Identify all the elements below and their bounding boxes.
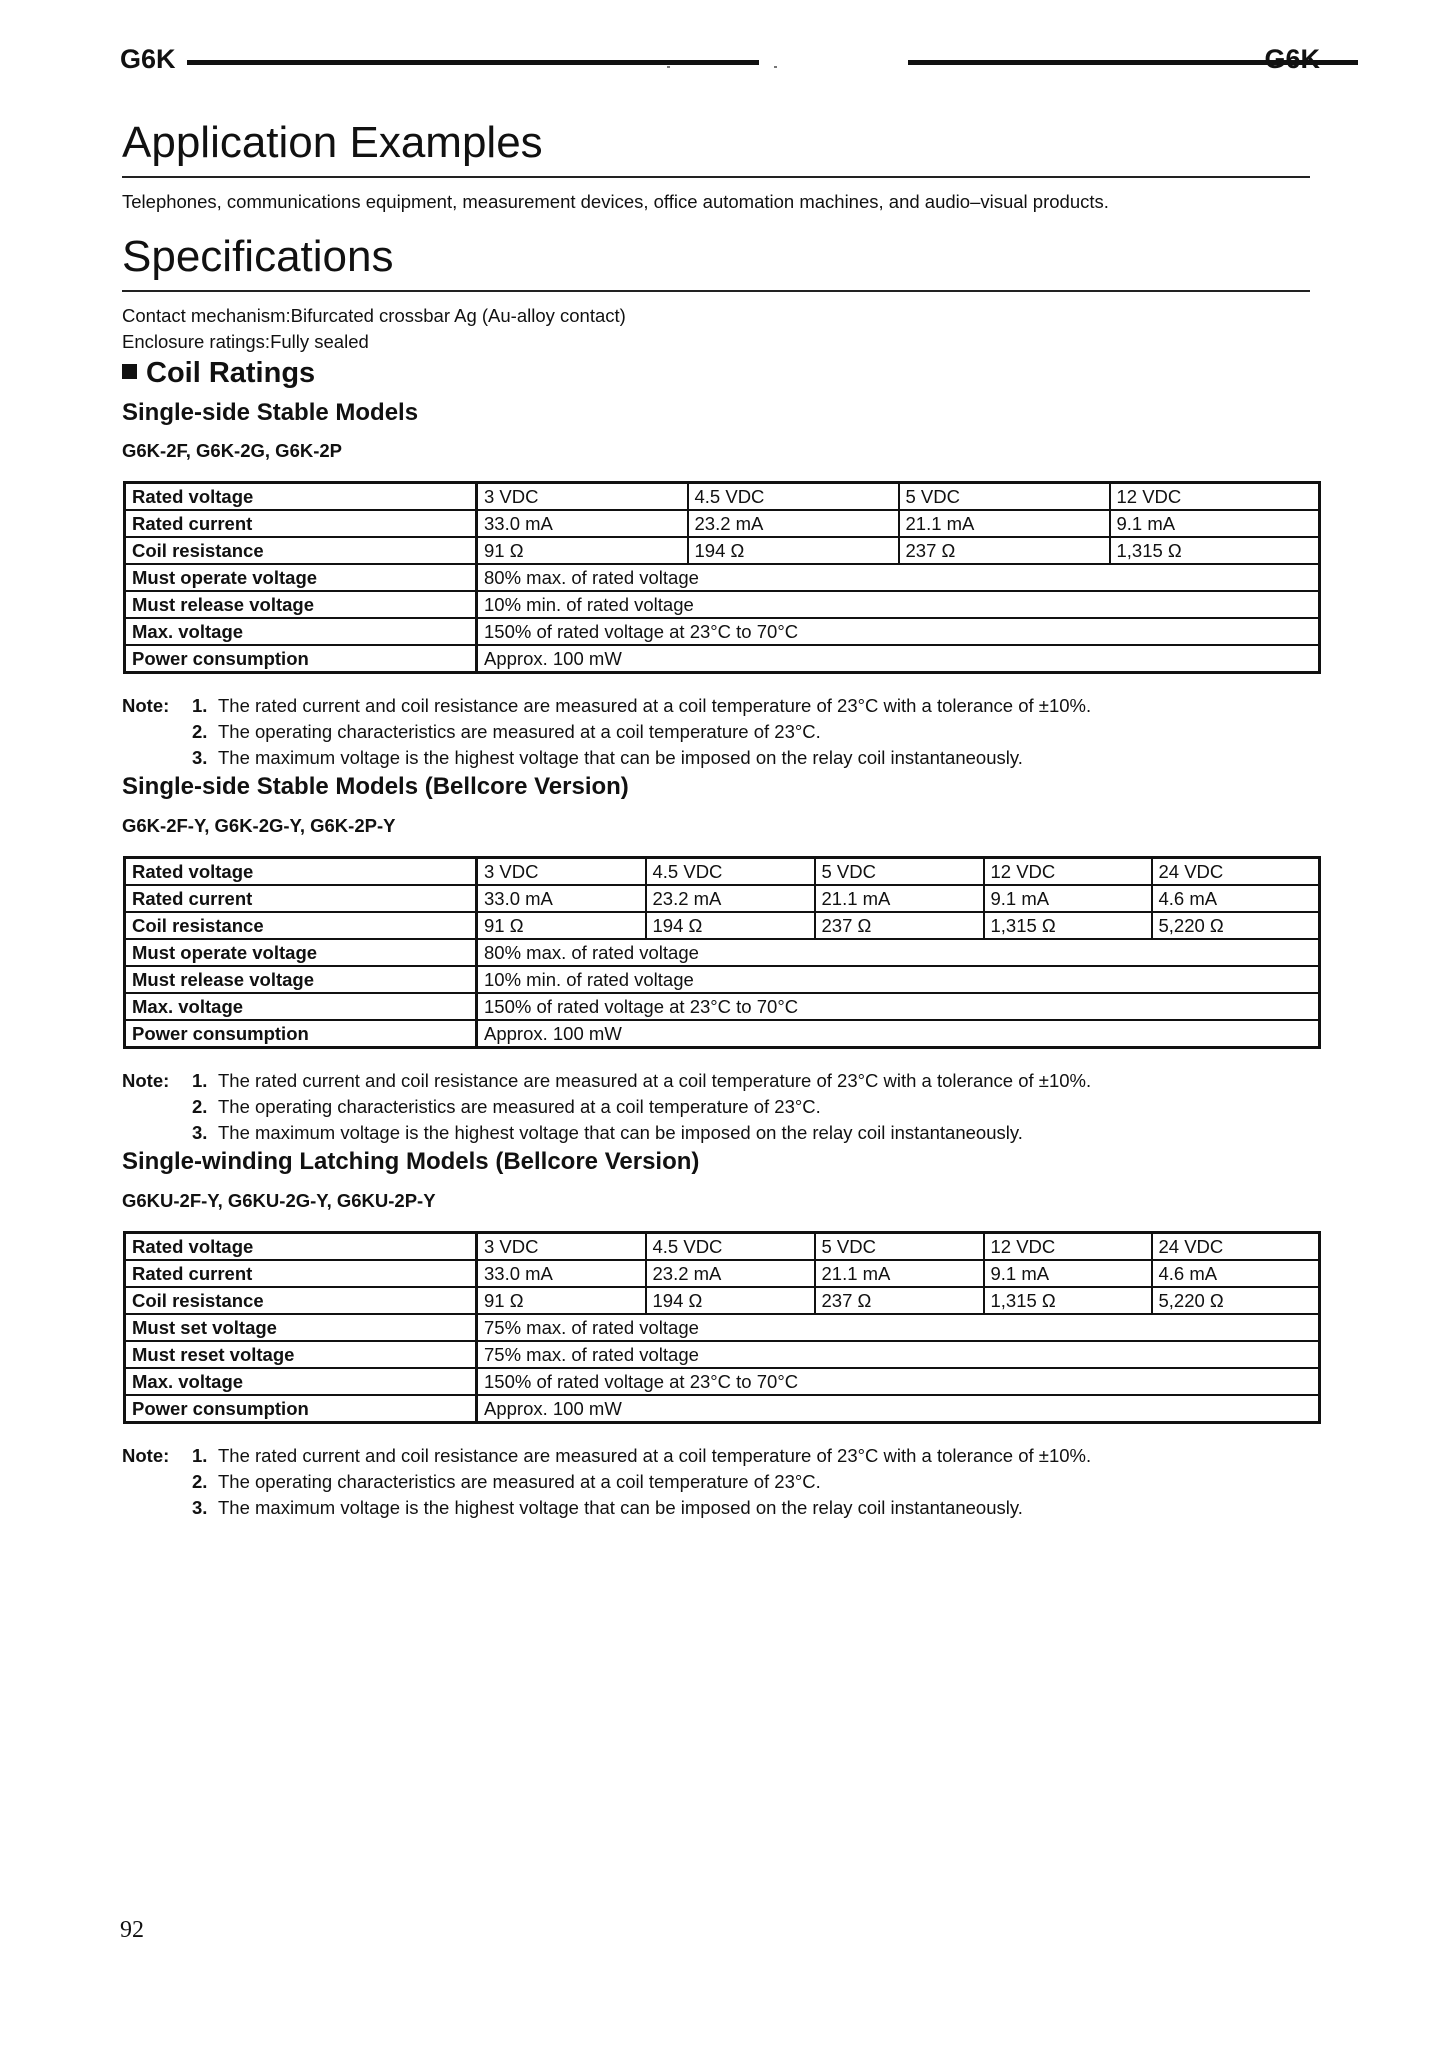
- table-row: [125, 912, 1320, 939]
- table2-title: Single-side Stable Models (Bellcore Version): [122, 773, 629, 800]
- table-row: [125, 939, 1320, 966]
- row-label: Rated voltage: [125, 858, 477, 886]
- table1-title: Single-side Stable Models: [122, 399, 419, 426]
- row-label: Rated current: [125, 885, 477, 912]
- row-label: Must set voltage: [125, 1314, 477, 1341]
- note-text: The operating characteristics are measured at a coil temperature of 23°C.: [218, 721, 821, 742]
- table-cell: 237 Ω: [815, 912, 984, 939]
- contact-mechanism-text: Contact mechanism:Bifurcated crossbar Ag (Au-alloy contact): [122, 305, 626, 326]
- table-cell: 12 VDC: [984, 858, 1152, 886]
- note-item: [122, 1443, 1322, 1469]
- table-row: [125, 483, 1320, 511]
- table-cell: 33.0 mA: [477, 510, 688, 537]
- table-cell: 4.5 VDC: [646, 1233, 815, 1261]
- table-row: [125, 1368, 1320, 1395]
- table-cell: 91 Ω: [477, 1287, 646, 1314]
- note-item: [122, 1094, 1322, 1120]
- row-label: Rated current: [125, 510, 477, 537]
- table-cell: 12 VDC: [984, 1233, 1152, 1261]
- table-cell: 194 Ω: [646, 1287, 815, 1314]
- note-text: The operating characteristics are measured at a coil temperature of 23°C.: [218, 1096, 821, 1117]
- row-label: Must release voltage: [125, 591, 477, 618]
- table-row: [125, 645, 1320, 673]
- header-mark: [667, 66, 670, 68]
- table-cell: Approx. 100 mW: [477, 1020, 1320, 1048]
- note-text: The maximum voltage is the highest voltage that can be imposed on the relay coil instantaneously.: [218, 1497, 1023, 1518]
- table-row: [125, 993, 1320, 1020]
- note-number: 1.: [192, 695, 208, 716]
- table-row: [125, 1233, 1320, 1261]
- row-label: Power consumption: [125, 1395, 477, 1423]
- table-cell: 9.1 mA: [1110, 510, 1320, 537]
- note-number: 3.: [192, 1122, 208, 1143]
- note-number: 1.: [192, 1445, 208, 1466]
- table-cell: 150% of rated voltage at 23°C to 70°C: [477, 993, 1320, 1020]
- row-label: Rated voltage: [125, 1233, 477, 1261]
- notes-block: [122, 693, 1322, 771]
- note-label: Note:: [122, 695, 170, 716]
- table-cell: 91 Ω: [477, 537, 688, 564]
- notes-block: [122, 1068, 1322, 1146]
- table-cell: 21.1 mA: [815, 1260, 984, 1287]
- table-cell: 3 VDC: [477, 1233, 646, 1261]
- table-cell: 80% max. of rated voltage: [477, 564, 1320, 591]
- table-row: [125, 885, 1320, 912]
- table-cell: 5 VDC: [899, 483, 1110, 511]
- table-row: [125, 858, 1320, 886]
- table-cell: 237 Ω: [815, 1287, 984, 1314]
- note-text: The rated current and coil resistance are measured at a coil temperature of 23°C with a tolerance of ±10%.: [218, 695, 1092, 716]
- row-label: Coil resistance: [125, 537, 477, 564]
- table-cell: 4.5 VDC: [688, 483, 899, 511]
- row-label: Rated voltage: [125, 483, 477, 511]
- table-row: [125, 591, 1320, 618]
- table-row: [125, 564, 1320, 591]
- table-cell: Approx. 100 mW: [477, 1395, 1320, 1423]
- note-item: [122, 745, 1322, 771]
- coil-ratings-table-3: [123, 1231, 1321, 1424]
- note-number: 2.: [192, 1471, 208, 1492]
- note-item: [122, 1495, 1322, 1521]
- table-cell: 23.2 mA: [646, 1260, 815, 1287]
- table-cell: 91 Ω: [477, 912, 646, 939]
- table-cell: 75% max. of rated voltage: [477, 1341, 1320, 1368]
- row-label: Must release voltage: [125, 966, 477, 993]
- table-cell: Approx. 100 mW: [477, 645, 1320, 673]
- square-bullet-icon: [122, 364, 137, 379]
- table-cell: 3 VDC: [477, 483, 688, 511]
- row-label: Power consumption: [125, 1020, 477, 1048]
- table-row: [125, 618, 1320, 645]
- table-cell: 1,315 Ω: [1110, 537, 1320, 564]
- table-cell: 33.0 mA: [477, 885, 646, 912]
- table-cell: 21.1 mA: [815, 885, 984, 912]
- table-cell: 23.2 mA: [646, 885, 815, 912]
- note-number: 1.: [192, 1070, 208, 1091]
- table3-models: G6KU-2F-Y, G6KU-2G-Y, G6KU-2P-Y: [122, 1190, 436, 1211]
- table-row: [125, 1260, 1320, 1287]
- table-cell: 150% of rated voltage at 23°C to 70°C: [477, 1368, 1320, 1395]
- table-cell: 5,220 Ω: [1152, 1287, 1320, 1314]
- row-label: Rated current: [125, 1260, 477, 1287]
- section-rule: [122, 290, 1310, 292]
- table-cell: 80% max. of rated voltage: [477, 939, 1320, 966]
- specifications-heading: Specifications: [122, 232, 394, 281]
- row-label: Must operate voltage: [125, 939, 477, 966]
- note-item: [122, 1469, 1322, 1495]
- note-text: The rated current and coil resistance are measured at a coil temperature of 23°C with a tolerance of ±10%.: [218, 1070, 1092, 1091]
- table-row: [125, 1314, 1320, 1341]
- table-cell: 21.1 mA: [899, 510, 1110, 537]
- table-cell: 194 Ω: [646, 912, 815, 939]
- table-cell: 23.2 mA: [688, 510, 899, 537]
- row-label: Must reset voltage: [125, 1341, 477, 1368]
- note-item: [122, 693, 1322, 719]
- row-label: Max. voltage: [125, 618, 477, 645]
- table-row: [125, 1287, 1320, 1314]
- page-header: [120, 44, 1320, 80]
- note-number: 2.: [192, 1096, 208, 1117]
- note-label: Note:: [122, 1070, 170, 1091]
- table-row: [125, 1341, 1320, 1368]
- table-cell: 9.1 mA: [984, 1260, 1152, 1287]
- table-row: [125, 1020, 1320, 1048]
- table-cell: 24 VDC: [1152, 1233, 1320, 1261]
- table-cell: 33.0 mA: [477, 1260, 646, 1287]
- header-rule-left: [187, 60, 759, 65]
- row-label: Coil resistance: [125, 912, 477, 939]
- note-number: 3.: [192, 1497, 208, 1518]
- table-row: [125, 1395, 1320, 1423]
- row-label: Coil resistance: [125, 1287, 477, 1314]
- page-number: 92: [120, 1917, 144, 1943]
- note-text: The maximum voltage is the highest voltage that can be imposed on the relay coil instantaneously.: [218, 747, 1023, 768]
- notes-block: [122, 1443, 1322, 1521]
- row-label: Max. voltage: [125, 1368, 477, 1395]
- table-row: [125, 510, 1320, 537]
- coil-ratings-heading: [122, 357, 315, 390]
- header-right-title: G6K: [1264, 44, 1320, 74]
- table-cell: 194 Ω: [688, 537, 899, 564]
- table-cell: 4.5 VDC: [646, 858, 815, 886]
- table-cell: 4.6 mA: [1152, 885, 1320, 912]
- table-cell: 10% min. of rated voltage: [477, 591, 1320, 618]
- table-cell: 150% of rated voltage at 23°C to 70°C: [477, 618, 1320, 645]
- table-cell: 1,315 Ω: [984, 1287, 1152, 1314]
- row-label: Power consumption: [125, 645, 477, 673]
- header-left-title: G6K: [120, 44, 176, 74]
- note-item: [122, 1120, 1322, 1146]
- coil-ratings-table-1: [123, 481, 1321, 674]
- section-rule: [122, 176, 1310, 178]
- table-cell: 24 VDC: [1152, 858, 1320, 886]
- table-cell: 5 VDC: [815, 1233, 984, 1261]
- table-cell: 75% max. of rated voltage: [477, 1314, 1320, 1341]
- note-text: The maximum voltage is the highest voltage that can be imposed on the relay coil instantaneously.: [218, 1122, 1023, 1143]
- header-mark: [774, 66, 777, 68]
- table2-models: G6K-2F-Y, G6K-2G-Y, G6K-2P-Y: [122, 815, 396, 836]
- application-examples-text: Telephones, communications equipment, measurement devices, office automation machines, and audio–visual products.: [122, 191, 1109, 212]
- coil-ratings-title: Coil Ratings: [146, 357, 316, 389]
- table-cell: 12 VDC: [1110, 483, 1320, 511]
- note-text: The rated current and coil resistance are measured at a coil temperature of 23°C with a tolerance of ±10%.: [218, 1445, 1092, 1466]
- table-cell: 237 Ω: [899, 537, 1110, 564]
- note-label: Note:: [122, 1445, 170, 1466]
- note-number: 2.: [192, 721, 208, 742]
- enclosure-ratings-text: Enclosure ratings:Fully sealed: [122, 331, 369, 352]
- note-item: [122, 719, 1322, 745]
- note-text: The operating characteristics are measured at a coil temperature of 23°C.: [218, 1471, 821, 1492]
- table-cell: 1,315 Ω: [984, 912, 1152, 939]
- application-examples-heading: Application Examples: [122, 118, 543, 167]
- row-label: Must operate voltage: [125, 564, 477, 591]
- table-row: [125, 537, 1320, 564]
- table-cell: 10% min. of rated voltage: [477, 966, 1320, 993]
- table-cell: 5 VDC: [815, 858, 984, 886]
- table-cell: 4.6 mA: [1152, 1260, 1320, 1287]
- table1-models: G6K-2F, G6K-2G, G6K-2P: [122, 440, 343, 461]
- note-number: 3.: [192, 747, 208, 768]
- table-row: [125, 966, 1320, 993]
- coil-ratings-table-2: [123, 856, 1321, 1049]
- row-label: Max. voltage: [125, 993, 477, 1020]
- table3-title: Single-winding Latching Models (Bellcore Version): [122, 1148, 700, 1175]
- table-cell: 9.1 mA: [984, 885, 1152, 912]
- note-item: [122, 1068, 1322, 1094]
- table-cell: 5,220 Ω: [1152, 912, 1320, 939]
- table-cell: 3 VDC: [477, 858, 646, 886]
